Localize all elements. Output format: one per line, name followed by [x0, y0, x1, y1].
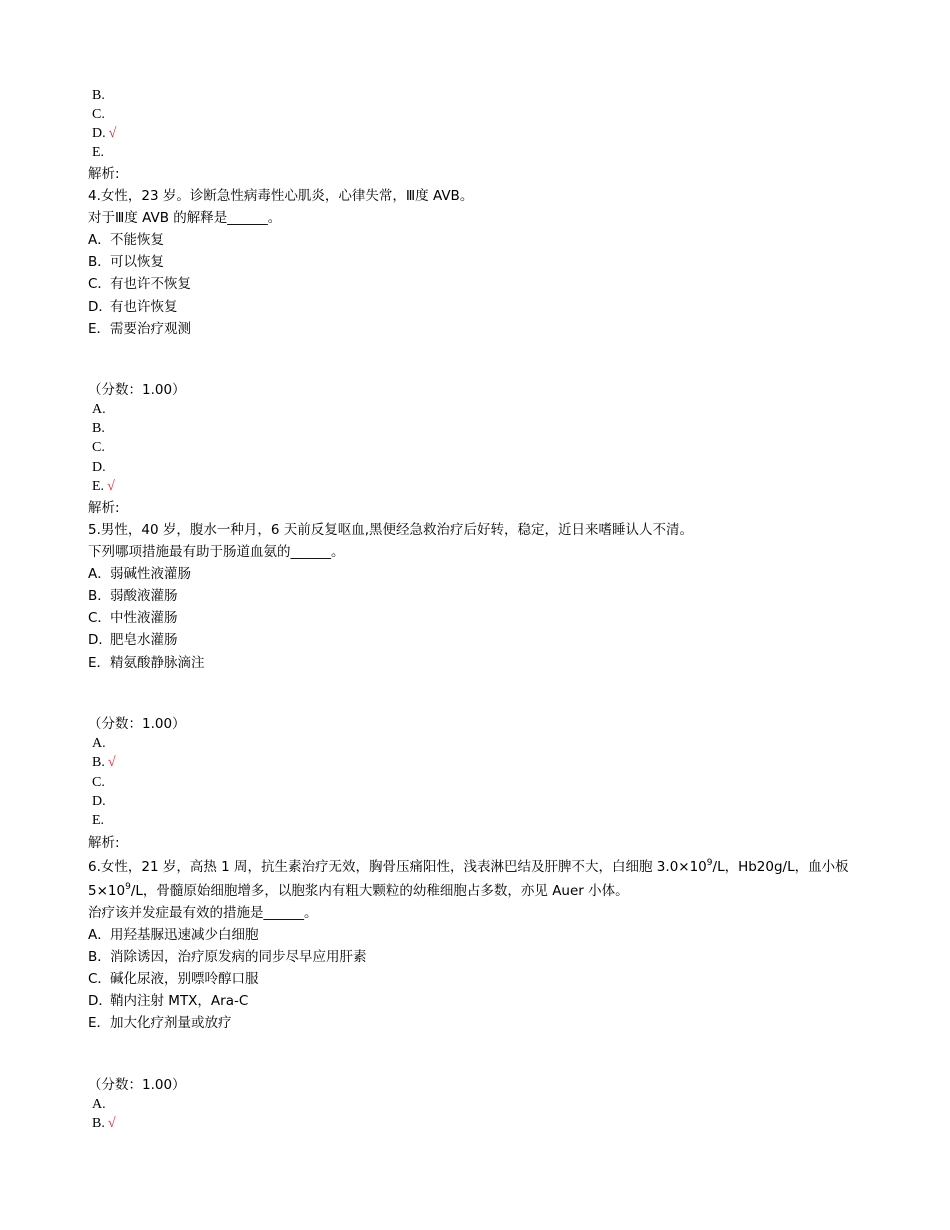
answer-row: A. [92, 736, 106, 751]
answer-row: A. [92, 1097, 106, 1112]
option-row: E．加大化疗剂量或放疗 [88, 1015, 232, 1031]
option-row: A．弱碱性液灌肠 [88, 566, 191, 582]
answer-row: C. [92, 440, 105, 455]
question-prompt: 下列哪项措施最有助于肠道血氨的______。 [88, 544, 345, 560]
answer-row: D. √ [92, 126, 117, 141]
option-row: B．可以恢复 [88, 254, 164, 270]
option-row: B．消除诱因，治疗原发病的同步尽早应用肝素 [88, 949, 367, 965]
answer-row: E. [92, 145, 105, 160]
option-row: C．中性液灌肠 [88, 610, 178, 626]
question-stem: 4.女性，23 岁。诊断急性病毒性心肌炎，心律失常，Ⅲ度 AVB。 [88, 188, 474, 204]
question-stem-continued: $5\times 10^9/L$，骨髓原始细胞增多，以胞浆内有粗大颗粒的幼稚细胞占多数，亦见 Auer 小体。 [88, 882, 629, 899]
question-stem: 6.女性，21 岁，高热 1 周，抗生素治疗无效，胸骨压痛阳性，浅表淋巴结及肝脾不大，白细胞 $3.0\times 10^9/L$，Hb20g/L，血小板 [88, 858, 849, 875]
check-mark-icon: √ [107, 1116, 116, 1131]
option-row: D．肥皂水灌肠 [88, 632, 178, 648]
option-row: D．有也许恢复 [88, 299, 178, 315]
answer-row: C. [92, 107, 105, 122]
question-stem: 5.男性，40 岁，腹水一种月，6 天前反复呕血,黑便经急救治疗后好转，稳定，近日来嗜睡认人不清。 [88, 522, 694, 538]
check-mark-icon: √ [108, 126, 117, 141]
check-mark-icon: √ [107, 479, 115, 494]
answer-row: C. [92, 775, 105, 790]
option-row: A．不能恢复 [88, 232, 164, 248]
score-label: （分数：1.00） [88, 1077, 186, 1093]
option-row: B．弱酸液灌肠 [88, 588, 178, 604]
answer-row: E. √ [92, 479, 115, 494]
score-label: （分数：1.00） [88, 382, 186, 398]
answer-row: E. [92, 813, 105, 828]
answer-row: D. [92, 794, 106, 809]
answer-row: A. [92, 402, 106, 417]
answer-row: B. √ [92, 755, 116, 770]
analysis-label: 解析: [88, 500, 120, 516]
check-mark-icon: √ [107, 755, 116, 770]
option-row: C．碱化尿液，别嘌呤醇口服 [88, 971, 259, 987]
analysis-label: 解析: [88, 166, 120, 182]
option-row: A．用羟基脲迅速减少白细胞 [88, 927, 259, 943]
answer-row: D. [92, 460, 106, 475]
answer-row: B. [92, 421, 105, 436]
score-label: （分数：1.00） [88, 716, 186, 732]
analysis-label: 解析: [88, 835, 120, 851]
question-prompt: 对于Ⅲ度 AVB 的解释是______。 [88, 210, 282, 226]
option-row: E．需要治疗观测 [88, 321, 191, 337]
option-row: D．鞘内注射 MTX，Ara-C [88, 993, 249, 1009]
option-row: C．有也许不恢复 [88, 276, 191, 292]
option-row: E．精氨酸静脉滴注 [88, 655, 205, 671]
question-prompt: 治疗该并发症最有效的措施是______。 [88, 905, 318, 921]
answer-row: B. √ [92, 1116, 116, 1131]
answer-row: B. [92, 88, 105, 103]
